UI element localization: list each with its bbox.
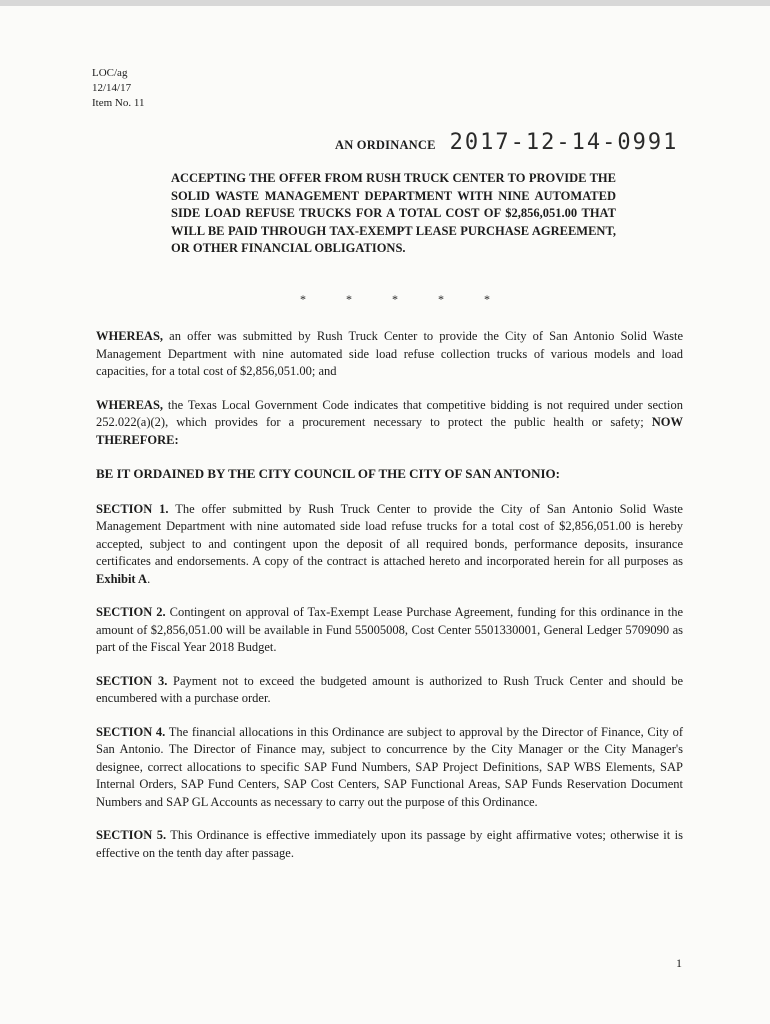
exhibit-reference: Exhibit A [96, 571, 148, 586]
ordinance-body [96, 328, 683, 878]
section-2 [96, 604, 683, 657]
ordinance-label: AN ORDINANCE [335, 138, 436, 152]
section-lead: SECTION 1. [96, 501, 169, 516]
separator-stars [300, 292, 490, 307]
section-lead: SECTION 5. [96, 828, 167, 842]
ordinance-heading [335, 130, 678, 155]
separator-star: * [300, 292, 306, 306]
separator-star: * [484, 292, 490, 306]
whereas-paragraph-2 [96, 397, 683, 450]
section-lead: SECTION 2. [96, 605, 166, 619]
section-lead: SECTION 4. [96, 724, 166, 739]
section-lead: SECTION 3. [96, 673, 168, 688]
document-meta [92, 66, 144, 111]
section-4 [96, 724, 683, 812]
section-text: The offer submitted by Rush Truck Center to provide the City of San Antonio Solid Waste Management Department with nine automated side load refuse trucks for a total cost of $2,856,051.00 is hereby accepted, subject to and contingent upon the deposit of all required bonds, performance deposits, insurance certificates and endorsements. A copy of the contract is attached hereto and incorporated herein for all purposes as [96, 501, 683, 568]
separator-star: * [392, 292, 398, 306]
meta-author-line: LOC/ag [92, 67, 128, 79]
section-text: Contingent on approval of Tax-Exempt Lease Purchase Agreement, funding for this ordinance in the amount of $2,856,051.00 will be available in Fund 55005008, Cost Center 5501330001, General Ledger 5709090 as part of the Fiscal Year 2018 Budget. [96, 605, 683, 654]
whereas-text: the Texas Local Government Code indicates that competitive bidding is not required under section 252.022(a)(2), which provides for a procurement necessary to protect the public health or safety; [96, 397, 683, 429]
whereas-paragraph-1 [96, 328, 683, 381]
section-end: . [147, 571, 151, 586]
separator-star: * [438, 292, 444, 306]
ordinance-number-stamp: 2017-12-14-0991 [449, 130, 679, 155]
section-text: This Ordinance is effective immediately upon its passage by eight affirmative votes; otherwise it is effective on the tenth day after passage. [96, 828, 683, 860]
meta-item-line: Item No. 11 [92, 97, 145, 109]
whereas-conclusion: NOW THEREFORE: [96, 415, 683, 447]
section-text: Payment not to exceed the budgeted amount is authorized to Rush Truck Center and should be encumbered with a purchase order. [96, 673, 683, 705]
section-5 [96, 827, 683, 862]
separator-star: * [346, 292, 352, 306]
whereas-text: an offer was submitted by Rush Truck Center to provide the City of San Antonio Solid Waste Management Department with nine automated side load refuse collection trucks of various models and load capacities, for a total cost of $2,856,051.00; and [96, 329, 683, 378]
page-number: 1 [676, 956, 682, 970]
section-text: The financial allocations in this Ordinance are subject to approval by the Director of Finance, City of San Antonio. The Director of Finance may, subject to concurrence by the City Manager or the City Manager's designee, correct allocations to specific SAP Fund Numbers, SAP Project Definitions, SAP WBS Elements, SAP Internal Orders, SAP Fund Centers, SAP Cost Centers, SAP Functional Areas, SAP Funds Reservation Document Numbers and SAP GL Accounts as necessary to carry out the purpose of this Ordinance. [96, 724, 683, 809]
whereas-lead: WHEREAS, [96, 397, 164, 412]
whereas-lead: WHEREAS, [96, 329, 164, 343]
meta-date-line: 12/14/17 [92, 82, 132, 94]
ordinance-caption: ACCEPTING THE OFFER FROM RUSH TRUCK CENTER TO PROVIDE THE SOLID WASTE MANAGEMENT DEPARTMENT WITH NINE AUTOMATED SIDE LOAD REFUSE TRUCKS FOR A TOTAL COST OF $2,856,051.00 THAT WILL BE PAID THROUGH TAX-EXEMPT LEASE PURCHASE AGREEMENT, OR OTHER FINANCIAL OBLIGATIONS. [171, 171, 616, 255]
ordained-clause: BE IT ORDAINED BY THE CITY COUNCIL OF THE CITY OF SAN ANTONIO: [96, 466, 561, 481]
section-1 [96, 501, 683, 589]
section-3 [96, 673, 683, 708]
